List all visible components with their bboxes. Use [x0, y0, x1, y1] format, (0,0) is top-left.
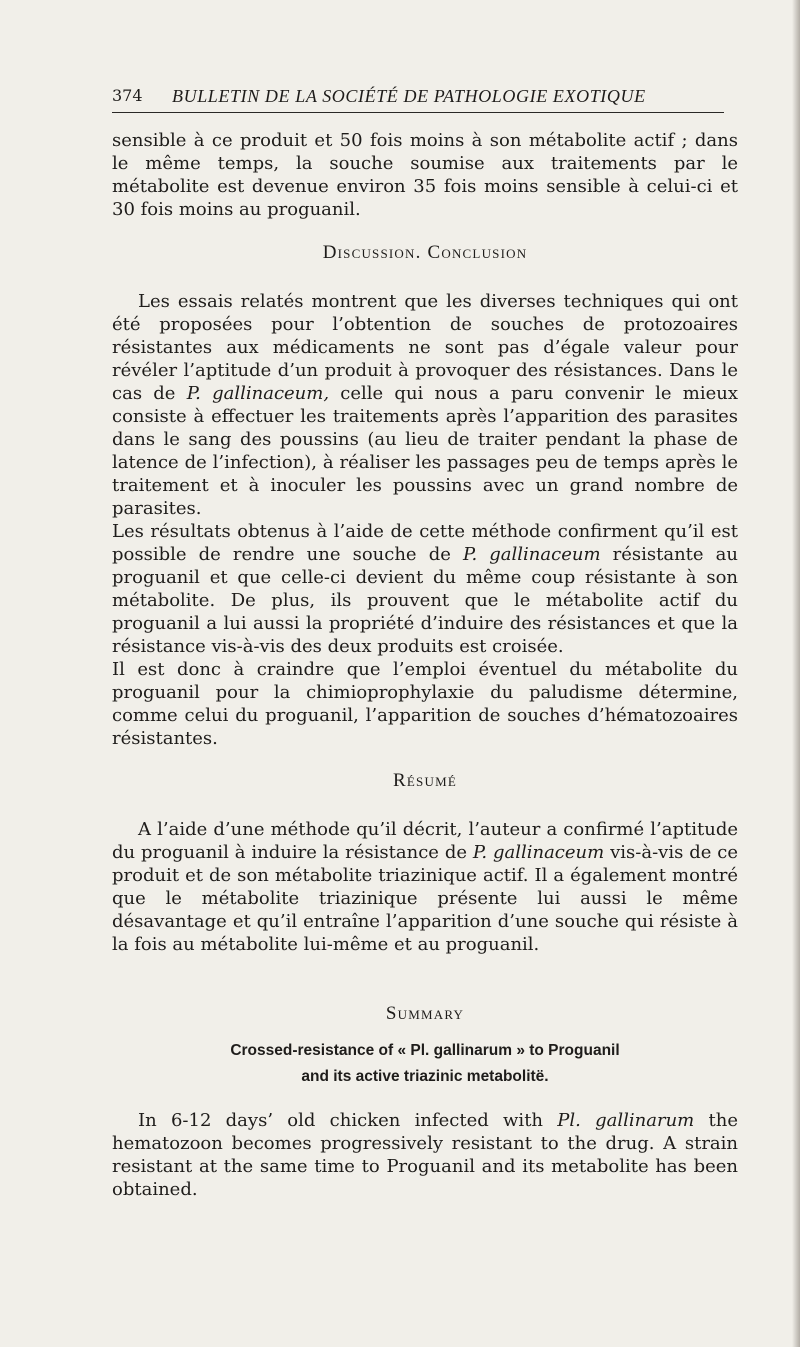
- intro-paragraph-block: [112, 129, 738, 221]
- text-run: vis-à-vis de ce produit et de son métabolite triazinique actif. Il a également montré que le métabolite triazinique présente lui aussi le même désavantage et qu’il entraîne l’apparition d’une souche qui résiste à la fois au métabolite lui-même et au proguanil.: [112, 842, 739, 955]
- journal-title: BULLETIN DE LA SOCIÉTÉ DE PATHOLOGIE EXOTIQUE: [172, 86, 646, 106]
- summary-title-line-1: Crossed-resistance of « Pl. gallinarum » to Proguanil: [230, 1042, 620, 1059]
- summary-title-line-2: and its active triazinic metabolitë.: [301, 1068, 549, 1085]
- species-name: P. gallinaceum,: [186, 383, 330, 404]
- discussion-paragraph-1: [112, 290, 738, 520]
- text-run: In 6-12 days’ old chicken infected with: [138, 1110, 558, 1131]
- resume-heading: Résumé: [393, 770, 457, 791]
- text-run: celle qui nous a paru convenir le mieux consiste à effectuer les traitements après l’apparition des parasites dans le sang des poussins (au lieu de traiter pendant la phase de latence de l’infection), à réaliser les passages peu de temps après le traitement et à inoculer les poussins avec un grand nombre de parasites.: [112, 383, 739, 519]
- species-name: Pl. gallinarum: [557, 1110, 695, 1131]
- discussion-heading: Discussion. Conclusion: [322, 242, 528, 263]
- summary-heading: Summary: [385, 1003, 465, 1024]
- text-run: Les résultats obtenus à l’aide de cette méthode confirment qu’il est possible de rendre une souche de: [112, 521, 738, 565]
- summary-paragraph: [112, 1109, 738, 1201]
- summary-title: [112, 1038, 738, 1090]
- species-name: P. gallinaceum: [472, 842, 605, 863]
- page-edge-shadow: [792, 0, 800, 1347]
- species-name: P. gallinaceum: [462, 544, 601, 565]
- text-run: résistante au proguanil et que celle-ci devient du même coup résistante à son métabolite. De plus, ils prouvent que le métabolite actif du proguanil a lui aussi la propriété d’induire des résistances et que la résistance vis-à-vis des deux produits est croisée.: [112, 544, 739, 657]
- summary-body: [112, 1109, 738, 1201]
- text-run: the hematozoon becomes progressively resistant to the drug. A strain resistant at the same time to Proguanil and its metabolite has been obtained.: [112, 1110, 738, 1200]
- resume-paragraph: [112, 818, 738, 956]
- text-run: Les essais relatés montrent que les diverses techniques qui ont été proposées pour l’obtention de souches de protozoaires résistantes aux médicaments ne sont pas d’égale valeur pour révéler l’aptitude d’un produit à provoquer des résistances. Dans le cas de: [112, 291, 738, 404]
- intro-paragraph: sensible à ce produit et 50 fois moins à son métabolite actif ; dans le même temps, la souche soumise aux traitements par le métabolite est devenue environ 35 fois moins sensible à celui-ci et 30 fois moins au proguanil.: [112, 130, 738, 220]
- discussion-paragraph-2: [112, 520, 738, 658]
- discussion-body: [112, 290, 738, 750]
- running-head: [112, 86, 724, 113]
- page-number: 374: [112, 86, 143, 105]
- resume-body: [112, 818, 738, 956]
- text-run: A l’aide d’une méthode qu’il décrit, l’auteur a confirmé l’aptitude du proguanil à induire la résistance de: [112, 819, 738, 863]
- discussion-paragraph-3: Il est donc à craindre que l’emploi éventuel du métabolite du proguanil pour la chimioprophylaxie du paludisme détermine, comme celui du proguanil, l’apparition de souches d’hématozoaires résistantes.: [112, 659, 738, 749]
